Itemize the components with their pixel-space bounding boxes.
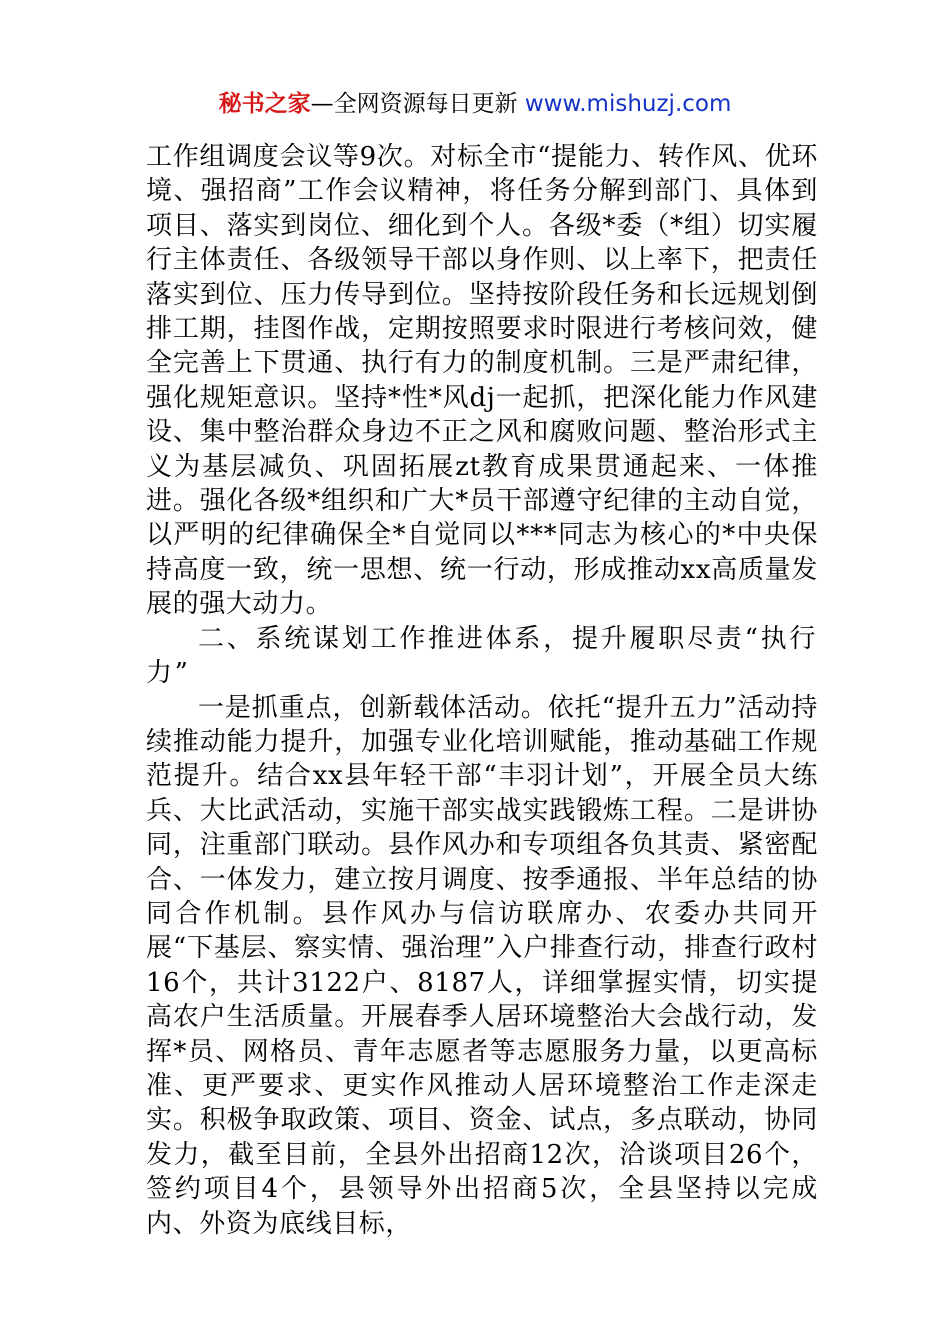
paragraph-continuation: 工作组调度会议等9次。对标全市“提能力、转作风、优环境、强招商”工作会议精神，将任务分解到部门、具体到项目、落实到岗位、细化到个人。各级*委（*组）切实履行主体责任、各级领导干部以身作则、以上率下，把责任落实到位、压力传导到位。坚持按阶段任务和长远规划倒排工期，挂图作战，定期按照要求时限进行考核问效，健全完善上下贯通、执行有力的制度机制。三是严肃纪律，强化规矩意识。坚持*性*风dj一起抓，把深化能力作风建设、集中整治群众身边不正之风和腐败问题、整治形式主义为基层减负、巩固拓展zt教育成果贯通起来、一体推进。强化各级*组织和广大*员干部遵守纪律的主动自觉，以严明的纪律确保全*自觉同以***同志为核心的*中央保持高度一致，统一思想、统一行动，形成推动xx高质量发展的强大动力。	[146, 142, 818, 620]
site-header	[0, 88, 950, 120]
site-url-link[interactable]: www.mishuzj.com	[524, 91, 732, 117]
brand-name: 秘书之家	[218, 91, 311, 117]
paragraph-section-two: 一是抓重点，创新载体活动。依托“提升五力”活动持续推动能力提升，加强专业化培训赋能，推动基础工作规范提升。结合xx县年轻干部“丰羽计划”，开展全员大练兵、大比武活动，实施干部实战实践锻炼工程。二是讲协同，注重部门联动。县作风办和专项组各负其责、紧密配合、一体发力，建立按月调度、按季通报、半年总结的协同合作机制。县作风办与信访联席办、农委办共同开展“下基层、察实情、强治理”入户排查行动，排查行政村16个，共计3122户、8187人，详细掌握实情，切实提高农户生活质量。开展春季人居环境整治大会战行动，发挥*员、网格员、青年志愿者等志愿服务力量，以更高标准、更严要求、更实作风推动人居环境整治工作走深走实。积极争取政策、项目、资金、试点，多点联动，协同发力，截至目前，全县外出招商12次，洽谈项目26个，签约项目4个，县领导外出招商5次，全县坚持以完成内、外资为底线目标，	[146, 692, 818, 1239]
section-heading: 二、系统谋划工作推进体系，提升履职尽责“执行力”	[146, 623, 818, 689]
header-slogan: —全网资源每日更新	[310, 91, 525, 117]
document-body	[146, 140, 818, 1241]
